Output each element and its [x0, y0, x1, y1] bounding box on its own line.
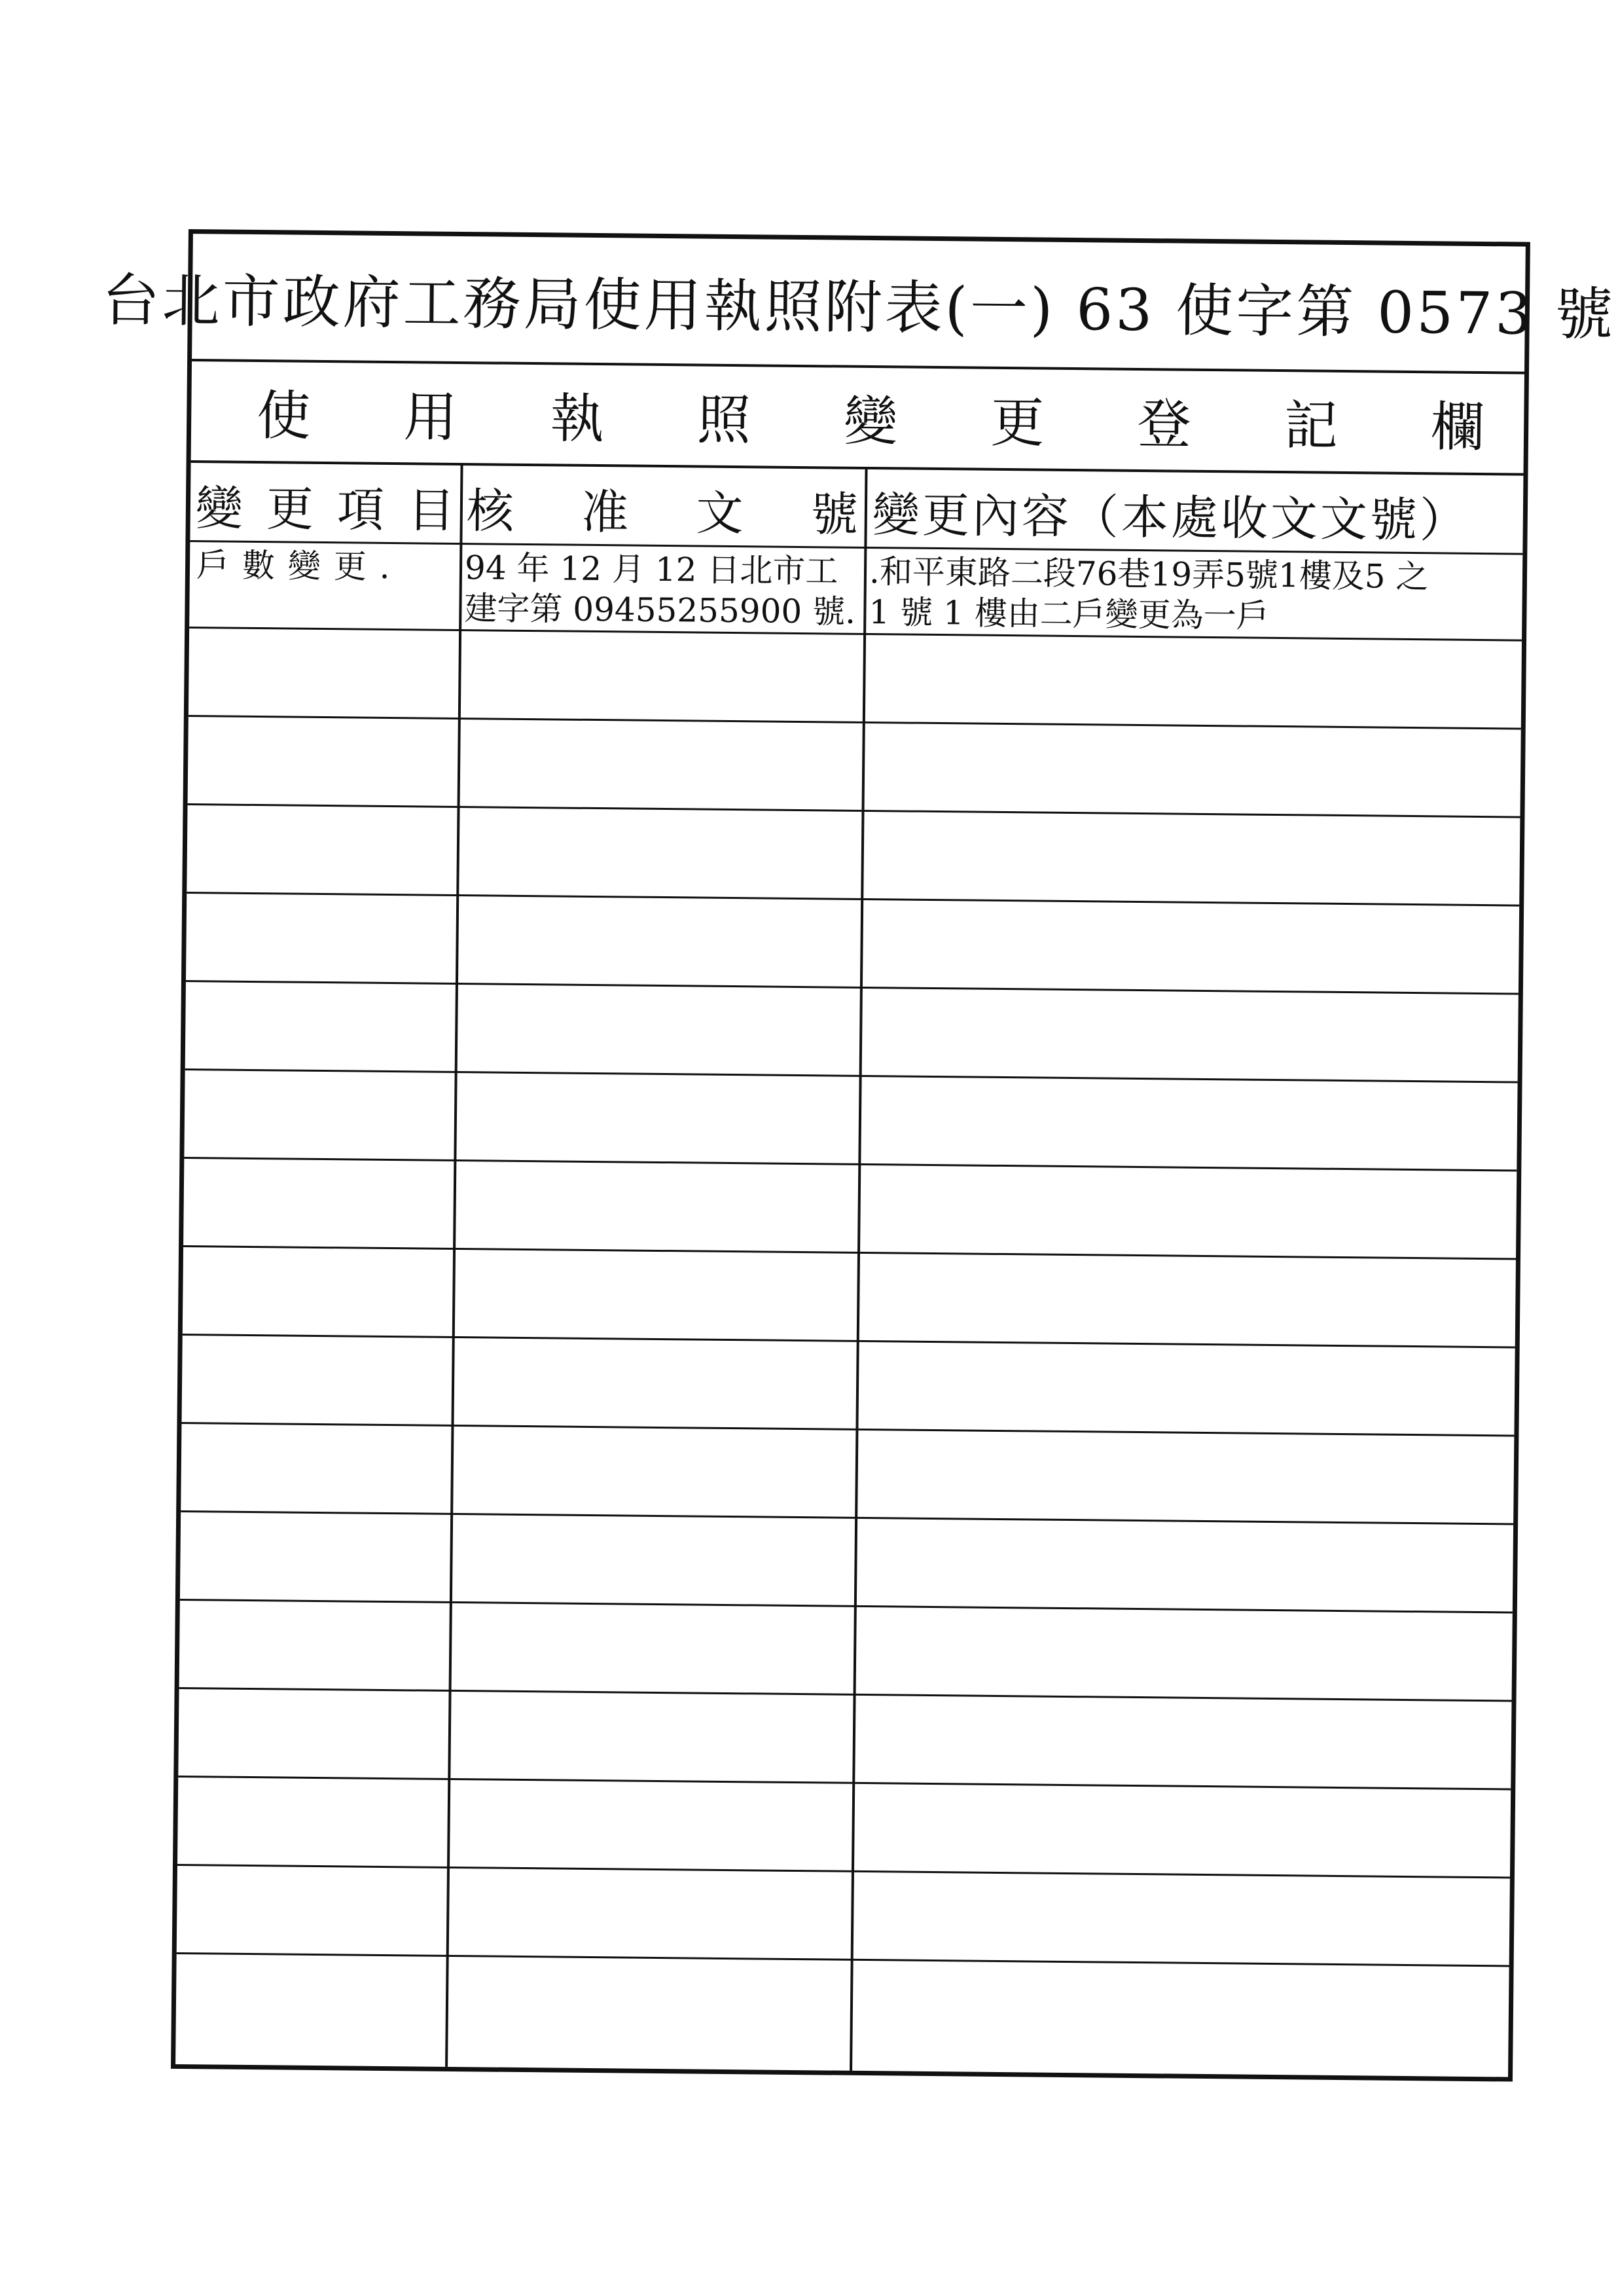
column-divider [445, 465, 463, 2067]
row-divider [188, 803, 1520, 818]
column-header-approval-number [466, 471, 858, 547]
column-header-char: 核 [466, 483, 514, 539]
column-header-char: 更 [266, 481, 314, 537]
column-header-char: 目 [407, 483, 456, 538]
column-header-char: 變 [195, 481, 243, 536]
row-divider [181, 1510, 1513, 1525]
column-header-char: 文 [696, 485, 744, 541]
row-divider [177, 1864, 1510, 1879]
approval-number-line: 94 年 12 月 12 日北市工 [464, 549, 838, 591]
change-content-line: .和平東路二段76巷19弄5號1樓及5 之 [869, 553, 1429, 596]
section-heading-char: 欄 [1430, 396, 1485, 460]
row-divider [177, 1952, 1509, 1967]
column-header-char: 號 [810, 486, 859, 542]
section-heading-char: 記 [1284, 395, 1339, 458]
row-divider [183, 1245, 1516, 1260]
section-heading-char: 執 [550, 388, 605, 451]
column-header-char: 項 [336, 482, 385, 538]
form-title: 台北市政府工務局使用執照附表(一) 63 使字第 0573 號 [192, 234, 1526, 374]
row-divider [180, 1599, 1513, 1614]
section-heading-char: 使 [256, 385, 311, 448]
row-1-change-content [869, 551, 1524, 639]
column-divider [850, 469, 867, 2071]
approval-number-line: 建字第 09455255900 號. [464, 589, 856, 631]
row-1-change-item: 戶 數 變 更 . [196, 546, 391, 586]
section-heading-char: 變 [843, 390, 898, 454]
row-divider [189, 715, 1521, 730]
column-header-change-content: 變更內容（本處收文文號） [872, 487, 1470, 548]
section-heading-char: 用 [403, 386, 458, 449]
column-header-change-item [195, 468, 455, 543]
usage-permit-attachment-form [101, 229, 1616, 2082]
section-heading-char: 照 [696, 389, 751, 452]
section-heading-char: 登 [1137, 393, 1192, 456]
section-heading-char: 更 [990, 392, 1045, 455]
row-divider [185, 1068, 1518, 1084]
column-header-char: 准 [581, 484, 629, 540]
row-divider [181, 1422, 1514, 1437]
row-divider [179, 1687, 1512, 1702]
row-divider [183, 1334, 1515, 1349]
row-divider [187, 892, 1519, 907]
row-divider [178, 1776, 1511, 1791]
row-divider [184, 1157, 1517, 1172]
section-heading [191, 361, 1524, 476]
row-divider [186, 980, 1519, 995]
row-1-approval-number [464, 547, 861, 632]
change-content-line: 1 號 1 樓由二戶變更為一戶 [869, 593, 1269, 635]
change-record-table [175, 463, 1523, 2077]
